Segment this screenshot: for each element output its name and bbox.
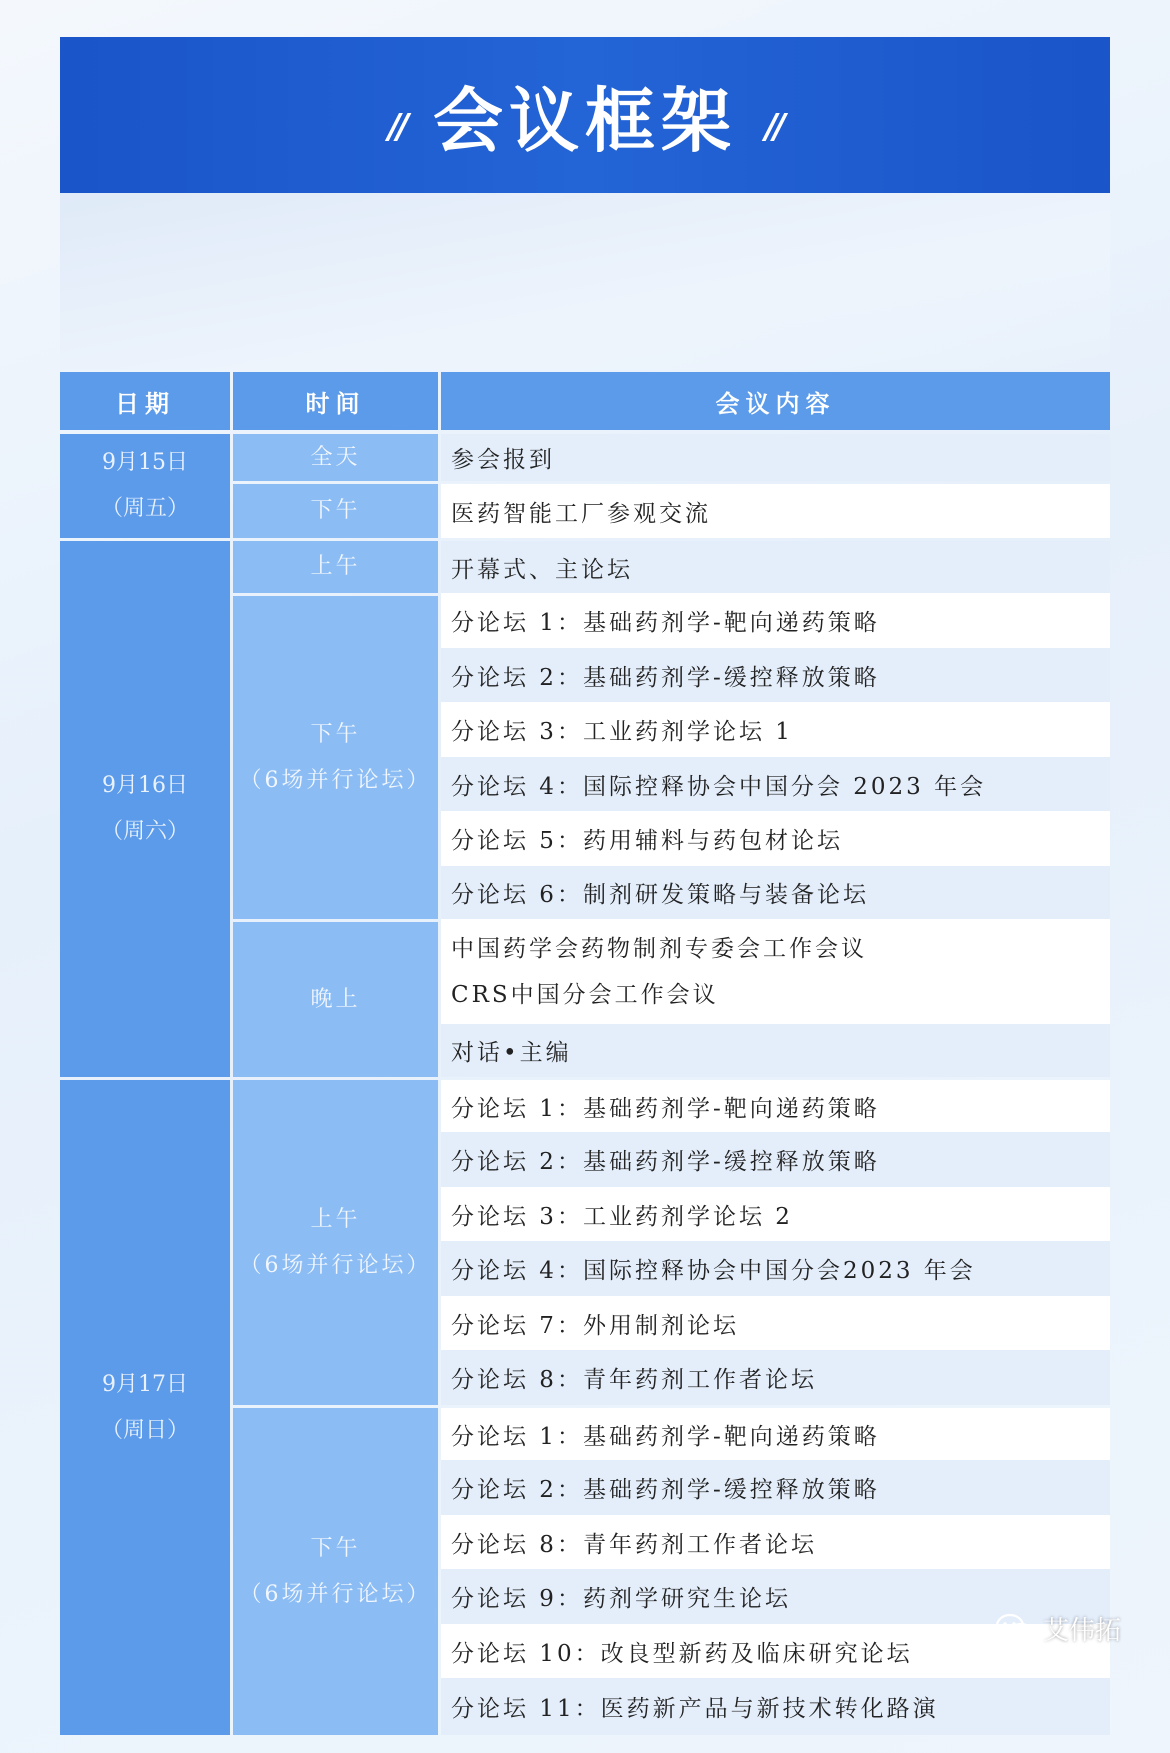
content-row: 分论坛 10：改良型新药及临床研究论坛 (441, 1624, 1110, 1678)
time-subtext: （6场并行论坛） (239, 767, 432, 793)
content-row: 分论坛 7：外用制剂论坛 (441, 1296, 1110, 1350)
time-text: 下午 (310, 721, 361, 747)
content-row: 分论坛 2：基础药剂学-缓控释放策略 (441, 1460, 1110, 1515)
slash-decoration-right: // (765, 107, 782, 147)
table-header (60, 372, 1110, 430)
weekday-text: （周日） (100, 1417, 189, 1443)
content-line: CRS中国分会工作会议 (451, 981, 719, 1008)
content-row-multi (441, 919, 1110, 1024)
background-decoration (60, 190, 1110, 370)
content-row: 开幕式、主论坛 (441, 541, 1110, 593)
time-cell-allday (233, 434, 438, 481)
content-row: 分论坛 3：工业药剂学论坛 1 (441, 702, 1110, 757)
content-row: 分论坛 9：药剂学研究生论坛 (441, 1569, 1110, 1624)
time-text: 下午 (310, 1535, 361, 1561)
content-row: 对话•主编 (441, 1024, 1110, 1077)
watermark-text: 艾伟拓 (1043, 1616, 1122, 1646)
weekday-text: （周六） (100, 819, 189, 844)
date-cell-0917 (60, 1080, 230, 1735)
content-row: 分论坛 8：青年药剂工作者论坛 (441, 1350, 1110, 1405)
time-cell-morning-forums (233, 1080, 438, 1405)
time-cell-afternoon (233, 484, 438, 538)
content-row: 分论坛 1：基础药剂学-靶向递药策略 (441, 1080, 1110, 1132)
time-subtext: （6场并行论坛） (239, 1252, 432, 1278)
wechat-icon (995, 1612, 1035, 1646)
date-text: 9月16日 (102, 773, 188, 798)
content-row: 分论坛 5：药用辅料与药包材论坛 (441, 811, 1110, 866)
time-text: 上午 (310, 554, 361, 579)
content-row: 医药智能工厂参观交流 (441, 484, 1110, 538)
content-row: 分论坛 11：医药新产品与新技术转化路演 (441, 1678, 1110, 1735)
slash-decoration-left: // (388, 107, 405, 147)
content-row: 分论坛 2：基础药剂学-缓控释放策略 (441, 648, 1110, 702)
header-date: 日期 (60, 372, 230, 430)
time-cell-afternoon-forums-2 (233, 1408, 438, 1735)
time-text: 下午 (310, 498, 361, 523)
time-text: 晚上 (310, 986, 361, 1012)
content-row: 参会报到 (441, 434, 1110, 481)
content-row: 分论坛 1：基础药剂学-靶向递药策略 (441, 1408, 1110, 1460)
header-content: 会议内容 (441, 372, 1110, 430)
content-row: 分论坛 2：基础药剂学-缓控释放策略 (441, 1132, 1110, 1187)
date-cell-0915 (60, 434, 230, 538)
time-text: 全天 (310, 444, 361, 470)
date-text: 9月17日 (102, 1371, 188, 1397)
title-banner (60, 37, 1110, 193)
header-time: 时间 (233, 372, 438, 430)
content-row: 分论坛 1：基础药剂学-靶向递药策略 (441, 593, 1110, 648)
content-row: 分论坛 8：青年药剂工作者论坛 (441, 1515, 1110, 1569)
time-text: 上午 (310, 1206, 361, 1232)
time-cell-afternoon-forums (233, 596, 438, 919)
date-text: 9月15日 (102, 450, 188, 475)
watermark (995, 1610, 1121, 1647)
date-cell-0916 (60, 541, 230, 1077)
content-row: 分论坛 3：工业药剂学论坛 2 (441, 1187, 1110, 1241)
time-cell-morning (233, 541, 438, 593)
content-row: 分论坛 6：制剂研发策略与装备论坛 (441, 866, 1110, 919)
content-row: 分论坛 4：国际控释协会中国分会2023 年会 (441, 1241, 1110, 1296)
content-row: 分论坛 4：国际控释协会中国分会 2023 年会 (441, 757, 1110, 811)
weekday-text: （周五） (100, 496, 189, 521)
time-cell-evening (233, 922, 438, 1077)
page-title: 会议框架 (433, 79, 737, 162)
time-subtext: （6场并行论坛） (239, 1581, 432, 1607)
content-line: 中国药学会药物制剂专委会工作会议 (451, 935, 867, 962)
